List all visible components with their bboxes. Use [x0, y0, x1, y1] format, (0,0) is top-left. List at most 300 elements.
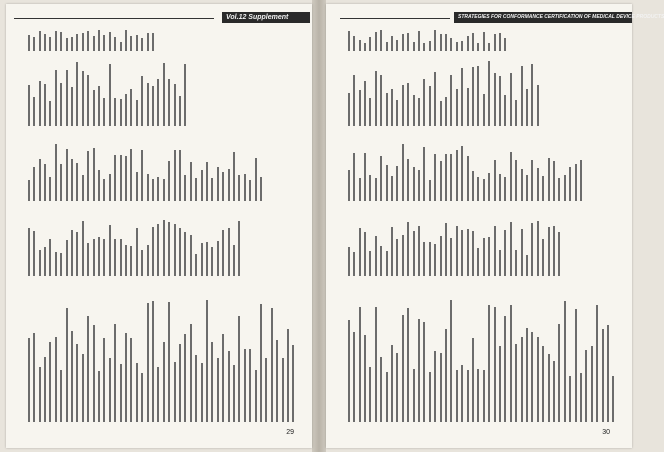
illegible-text	[348, 247, 350, 276]
illegible-text	[477, 66, 479, 126]
table-cell	[204, 300, 209, 422]
illegible-text	[28, 35, 30, 51]
table-cell	[524, 89, 529, 126]
illegible-text	[82, 221, 84, 276]
illegible-text	[228, 228, 230, 276]
table-cell	[465, 156, 470, 201]
table-cell	[210, 342, 215, 422]
table-cell	[269, 308, 274, 422]
table-cell	[443, 97, 448, 126]
table-cell	[107, 64, 112, 126]
table-cell	[470, 67, 475, 126]
book-gutter	[312, 0, 326, 452]
table-cell	[438, 353, 443, 422]
table-cell	[129, 149, 134, 201]
illegible-text	[521, 337, 523, 422]
table-cell	[540, 346, 545, 422]
table-column	[20, 56, 300, 126]
illegible-text	[141, 373, 143, 422]
table-cell	[476, 66, 481, 126]
table-cell	[519, 169, 524, 201]
illegible-text	[456, 89, 458, 126]
illegible-text	[548, 158, 550, 201]
table-cell	[37, 31, 42, 51]
table-cell	[454, 370, 459, 422]
illegible-text	[423, 322, 425, 422]
illegible-text	[103, 239, 105, 276]
table-cell	[253, 370, 258, 422]
illegible-text	[407, 222, 409, 276]
illegible-text	[396, 100, 398, 126]
table-cell	[605, 325, 610, 422]
table-cell	[378, 156, 383, 201]
illegible-text	[157, 177, 159, 201]
table-cell	[535, 168, 540, 201]
illegible-text	[531, 223, 533, 276]
rotated-table-left	[20, 26, 300, 426]
table-cell	[42, 247, 47, 276]
table-cell	[102, 35, 107, 51]
illegible-text	[526, 255, 528, 276]
table-cell	[405, 83, 410, 126]
illegible-text	[125, 94, 127, 126]
illegible-text	[163, 179, 165, 201]
illegible-text	[49, 239, 51, 276]
table-cell	[139, 38, 144, 51]
illegible-text	[380, 246, 382, 276]
table-cell	[31, 167, 36, 201]
rotated-table-right	[340, 26, 620, 426]
illegible-text	[375, 71, 377, 126]
table-cell	[26, 338, 31, 422]
table-cell	[75, 62, 80, 126]
table-cell	[546, 354, 551, 422]
illegible-text	[44, 164, 46, 201]
illegible-text	[174, 362, 176, 422]
illegible-text	[510, 222, 512, 276]
table-cell	[150, 227, 155, 276]
table-cell	[411, 167, 416, 201]
table-cell	[199, 243, 204, 276]
illegible-text	[55, 252, 57, 276]
table-cell	[557, 324, 562, 422]
illegible-text	[103, 338, 105, 422]
illegible-text	[28, 85, 30, 126]
illegible-text	[39, 250, 41, 276]
illegible-text	[369, 251, 371, 276]
illegible-text	[553, 161, 555, 201]
table-cell	[85, 75, 90, 126]
illegible-text	[76, 344, 78, 422]
illegible-text	[364, 335, 366, 422]
illegible-text	[494, 160, 496, 201]
illegible-text	[109, 32, 111, 51]
illegible-text	[109, 64, 111, 126]
illegible-text	[456, 370, 458, 422]
table-cell	[567, 167, 572, 201]
illegible-text	[456, 42, 458, 51]
table-cell	[242, 174, 247, 201]
illegible-text	[353, 252, 355, 276]
illegible-text	[282, 358, 284, 422]
illegible-text	[44, 357, 46, 422]
illegible-text	[542, 239, 544, 276]
illegible-text	[391, 345, 393, 422]
table-cell	[69, 37, 74, 51]
illegible-text	[147, 83, 149, 126]
illegible-text	[174, 150, 176, 201]
table-cell	[422, 322, 427, 422]
illegible-text	[71, 87, 73, 126]
table-cell	[156, 177, 161, 201]
table-cell	[91, 36, 96, 51]
illegible-text	[607, 325, 609, 422]
table-cell	[26, 35, 31, 51]
table-cell	[384, 93, 389, 126]
illegible-text	[472, 231, 474, 276]
illegible-text	[440, 353, 442, 422]
table-cell	[80, 221, 85, 276]
illegible-text	[233, 365, 235, 422]
table-cell	[357, 40, 362, 51]
illegible-text	[179, 228, 181, 276]
illegible-text	[184, 232, 186, 276]
table-cell	[481, 238, 486, 276]
table-cell	[80, 33, 85, 51]
illegible-text	[542, 176, 544, 201]
table-cell	[465, 370, 470, 422]
table-cell	[129, 338, 134, 422]
illegible-text	[396, 40, 398, 51]
illegible-text	[499, 33, 501, 51]
illegible-text	[510, 73, 512, 126]
illegible-text	[364, 81, 366, 126]
illegible-text	[147, 174, 149, 201]
illegible-text	[44, 84, 46, 126]
table-cell	[264, 358, 269, 422]
table-cell	[75, 34, 80, 51]
table-cell	[373, 178, 378, 201]
illegible-text	[553, 361, 555, 422]
illegible-text	[136, 363, 138, 422]
table-cell	[465, 36, 470, 51]
illegible-text	[39, 81, 41, 126]
illegible-text	[60, 253, 62, 276]
illegible-text	[499, 76, 501, 126]
table-cell	[75, 344, 80, 422]
illegible-text	[260, 304, 262, 422]
table-cell	[508, 305, 513, 422]
table-cell	[118, 42, 123, 51]
illegible-text	[494, 34, 496, 51]
table-cell	[535, 337, 540, 422]
table-cell	[58, 370, 63, 422]
table-cell	[253, 158, 258, 201]
table-cell	[102, 239, 107, 276]
illegible-text	[157, 79, 159, 126]
illegible-text	[418, 170, 420, 201]
illegible-text	[494, 73, 496, 126]
illegible-text	[434, 351, 436, 422]
table-cell	[562, 301, 567, 422]
table-cell	[373, 236, 378, 276]
table-cell	[58, 253, 63, 276]
illegible-text	[483, 370, 485, 422]
table-cell	[551, 226, 556, 276]
illegible-text	[152, 33, 154, 51]
table-cell	[258, 177, 263, 201]
table-cell	[481, 94, 486, 126]
table-cell	[48, 101, 53, 126]
table-cell	[237, 221, 242, 276]
table-cell	[53, 144, 58, 201]
table-cell	[357, 307, 362, 422]
table-cell	[411, 95, 416, 126]
table-cell	[48, 177, 53, 201]
table-cell	[503, 316, 508, 422]
illegible-text	[456, 226, 458, 276]
table-cell	[438, 161, 443, 201]
table-cell	[26, 228, 31, 276]
table-cell	[96, 371, 101, 422]
table-cell	[362, 153, 367, 201]
table-cell	[193, 254, 198, 276]
illegible-text	[467, 370, 469, 422]
illegible-text	[93, 325, 95, 422]
illegible-text	[418, 98, 420, 126]
illegible-text	[429, 242, 431, 276]
illegible-text	[125, 30, 127, 51]
table-cell	[210, 178, 215, 201]
table-cell	[226, 351, 231, 422]
illegible-text	[222, 334, 224, 422]
table-cell	[459, 68, 464, 126]
illegible-text	[238, 221, 240, 276]
illegible-text	[163, 220, 165, 276]
table-cell	[459, 230, 464, 276]
illegible-text	[521, 169, 523, 201]
illegible-text	[569, 167, 571, 201]
table-cell	[405, 308, 410, 422]
table-cell	[183, 175, 188, 201]
table-cell	[237, 316, 242, 422]
illegible-text	[184, 334, 186, 422]
illegible-text	[450, 154, 452, 201]
table-cell	[161, 63, 166, 126]
illegible-text	[217, 167, 219, 201]
table-cell	[465, 229, 470, 276]
illegible-text	[429, 86, 431, 126]
illegible-text	[168, 302, 170, 422]
illegible-text	[575, 309, 577, 422]
table-cell	[422, 79, 427, 126]
illegible-text	[93, 148, 95, 201]
illegible-text	[33, 167, 35, 201]
illegible-text	[380, 156, 382, 201]
illegible-text	[163, 342, 165, 422]
illegible-text	[136, 172, 138, 201]
table-cell	[107, 225, 112, 276]
illegible-text	[515, 160, 517, 201]
table-cell	[389, 227, 394, 276]
table-cell	[476, 177, 481, 201]
illegible-text	[359, 40, 361, 51]
illegible-text	[71, 331, 73, 422]
table-cell	[481, 179, 486, 201]
table-cell	[91, 148, 96, 201]
table-cell	[432, 30, 437, 51]
table-cell	[183, 64, 188, 126]
illegible-text	[359, 178, 361, 201]
table-cell	[204, 162, 209, 201]
table-cell	[351, 332, 356, 422]
table-cell	[85, 243, 90, 276]
table-cell	[96, 170, 101, 201]
table-cell	[346, 31, 351, 51]
table-cell	[351, 36, 356, 51]
illegible-text	[391, 227, 393, 276]
illegible-text	[596, 305, 598, 422]
illegible-text	[114, 37, 116, 51]
table-cell	[112, 239, 117, 276]
table-cell	[389, 36, 394, 51]
table-cell	[357, 178, 362, 201]
illegible-text	[558, 232, 560, 276]
table-cell	[150, 86, 155, 126]
illegible-text	[548, 227, 550, 276]
table-cell	[139, 373, 144, 422]
illegible-text	[76, 232, 78, 276]
illegible-text	[537, 85, 539, 126]
illegible-text	[82, 33, 84, 51]
illegible-text	[179, 344, 181, 422]
illegible-text	[265, 358, 267, 422]
table-cell	[508, 152, 513, 201]
illegible-text	[504, 230, 506, 276]
illegible-text	[228, 351, 230, 422]
table-cell	[378, 75, 383, 126]
table-cell	[188, 162, 193, 201]
illegible-text	[537, 168, 539, 201]
illegible-text	[445, 223, 447, 276]
table-cell	[91, 239, 96, 276]
illegible-text	[39, 31, 41, 51]
illegible-text	[233, 245, 235, 276]
illegible-text	[348, 31, 350, 51]
illegible-text	[429, 372, 431, 422]
illegible-text	[510, 152, 512, 201]
illegible-text	[445, 154, 447, 201]
table-cell	[150, 33, 155, 51]
table-cell	[357, 90, 362, 126]
table-cell	[226, 169, 231, 201]
table-cell	[513, 250, 518, 276]
illegible-text	[98, 371, 100, 422]
table-cell	[362, 232, 367, 276]
illegible-text	[98, 237, 100, 276]
illegible-text	[98, 86, 100, 126]
table-cell	[378, 246, 383, 276]
illegible-text	[580, 160, 582, 201]
illegible-text	[93, 239, 95, 276]
illegible-text	[228, 169, 230, 201]
illegible-text	[55, 31, 57, 51]
table-cell	[134, 363, 139, 422]
illegible-text	[499, 174, 501, 201]
table-cell	[551, 161, 556, 201]
illegible-text	[211, 178, 213, 201]
table-cell	[384, 372, 389, 422]
table-cell	[80, 354, 85, 422]
illegible-text	[380, 357, 382, 422]
illegible-text	[499, 346, 501, 422]
illegible-text	[375, 307, 377, 422]
illegible-text	[87, 75, 89, 126]
table-cell	[513, 160, 518, 201]
table-cell	[438, 236, 443, 276]
table-cell	[161, 342, 166, 422]
table-cell	[285, 329, 290, 422]
table-cell	[551, 361, 556, 422]
illegible-text	[488, 237, 490, 276]
illegible-text	[152, 86, 154, 126]
table-cell	[48, 342, 53, 422]
table-cell	[486, 173, 491, 201]
illegible-text	[526, 328, 528, 422]
illegible-text	[249, 349, 251, 422]
table-cell	[85, 31, 90, 51]
table-cell	[166, 302, 171, 422]
illegible-text	[402, 315, 404, 422]
table-cell	[400, 144, 405, 201]
illegible-text	[386, 93, 388, 126]
illegible-text	[66, 70, 68, 126]
table-cell	[405, 33, 410, 51]
illegible-text	[504, 177, 506, 201]
illegible-text	[375, 32, 377, 51]
illegible-text	[445, 97, 447, 126]
illegible-text	[353, 332, 355, 422]
table-cell	[231, 365, 236, 422]
table-cell	[351, 252, 356, 276]
illegible-text	[434, 244, 436, 276]
illegible-text	[201, 363, 203, 422]
illegible-text	[531, 64, 533, 126]
right-page	[326, 4, 664, 448]
illegible-text	[44, 247, 46, 276]
table-cell	[91, 325, 96, 422]
illegible-text	[114, 155, 116, 201]
header-rule	[340, 18, 450, 19]
illegible-text	[114, 324, 116, 422]
table-cell	[96, 86, 101, 126]
table-cell	[112, 37, 117, 51]
illegible-text	[120, 239, 122, 276]
table-cell	[470, 231, 475, 276]
illegible-text	[575, 164, 577, 201]
table-cell	[183, 334, 188, 422]
illegible-text	[396, 239, 398, 276]
illegible-text	[211, 342, 213, 422]
illegible-text	[141, 250, 143, 276]
illegible-text	[114, 239, 116, 276]
illegible-text	[130, 36, 132, 51]
illegible-text	[445, 329, 447, 422]
table-cell	[416, 170, 421, 201]
illegible-text	[364, 153, 366, 201]
table-cell	[600, 329, 605, 422]
illegible-text	[537, 337, 539, 422]
